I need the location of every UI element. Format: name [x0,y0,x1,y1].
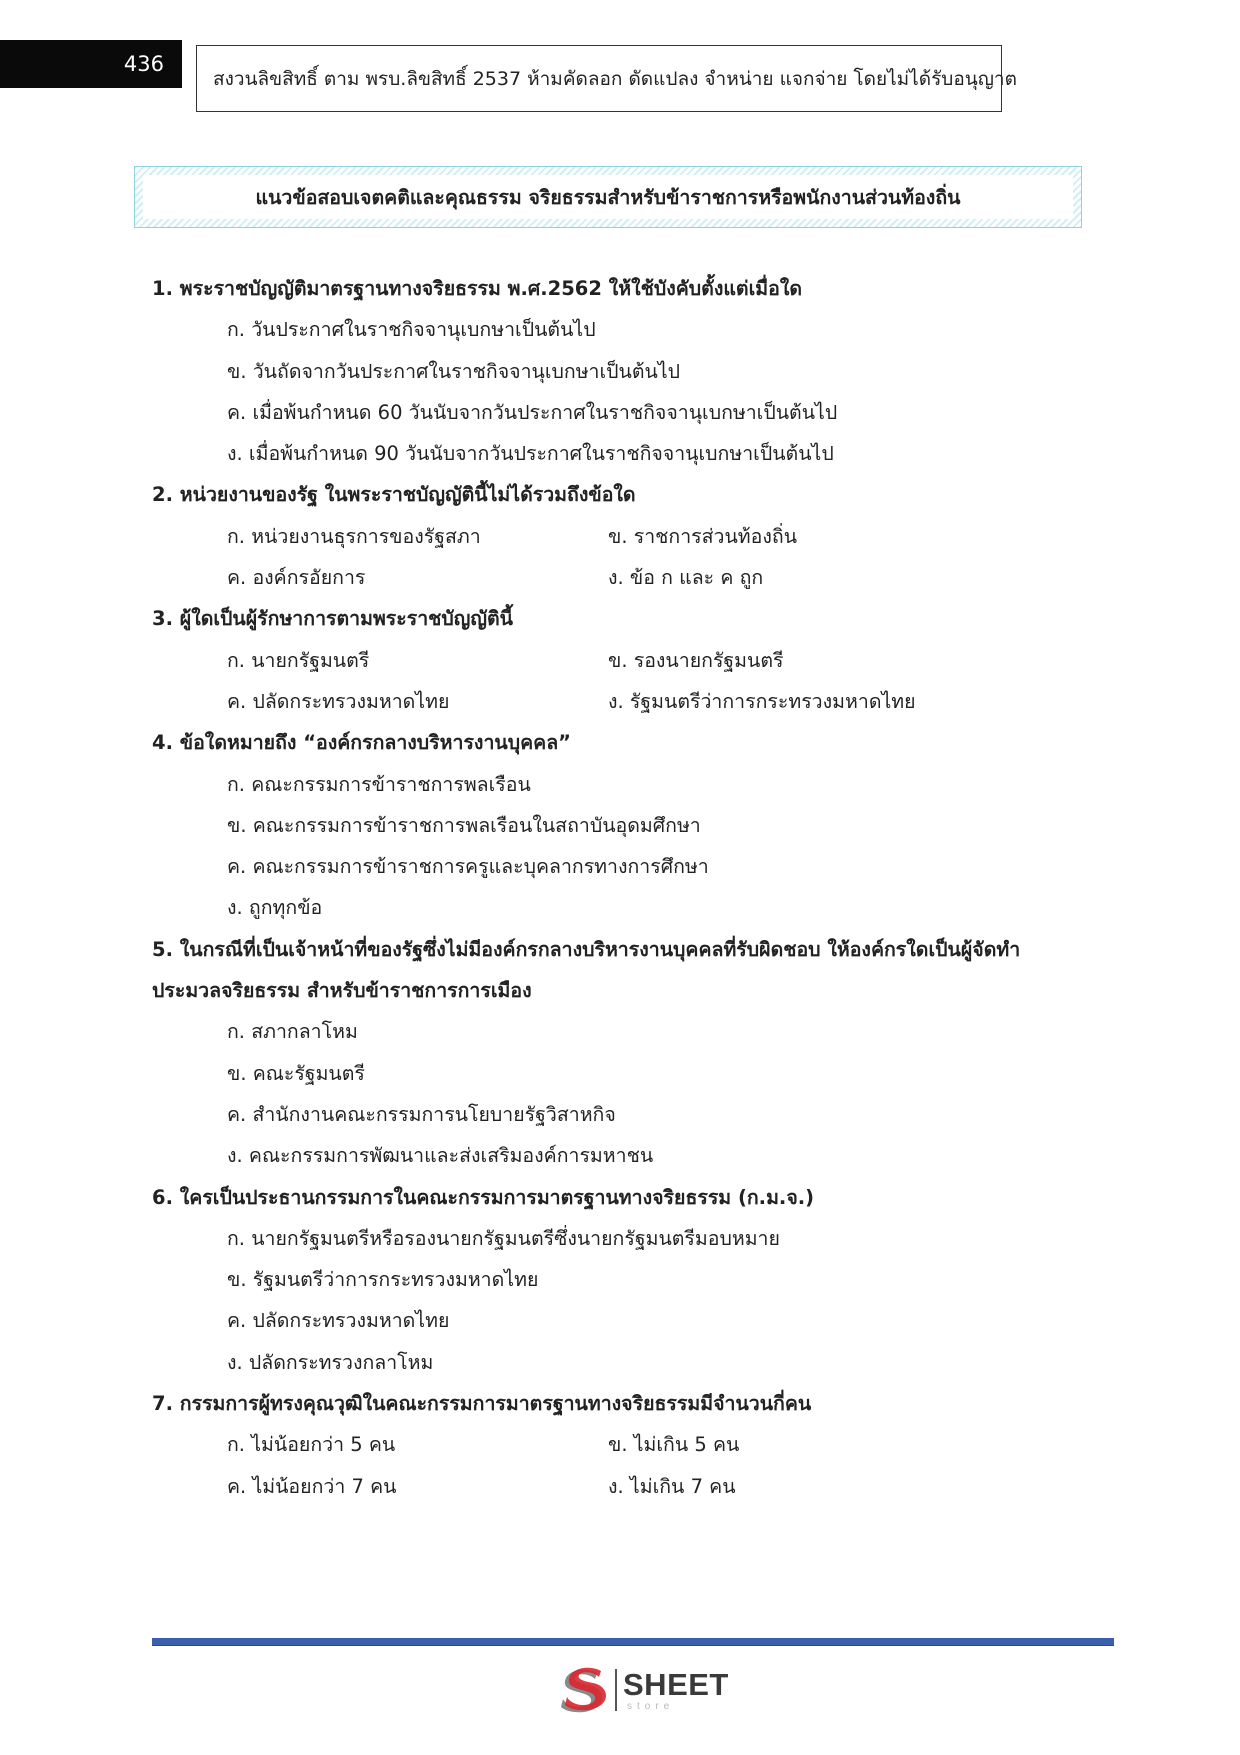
q5-option-c: ค. สำนักงานคณะกรรมการนโยบายรัฐวิสาหกิจ [227,1102,616,1126]
q3-option-c: ค. ปลัดกระทรวงมหาดไทย [227,689,450,713]
page-number: 436 [0,40,182,88]
q6-option-c: ค. ปลัดกระทรวงมหาดไทย [227,1309,450,1333]
sheet-store-logo [557,1665,727,1715]
q7-option-b: ข. ไม่เกิน 5 คน [608,1433,740,1457]
sheet-store-s-icon [557,1665,611,1715]
question-4: 4. ข้อใดหมายถึง “องค์กรกลางบริหารงานบุคคล” [152,731,571,755]
q2-option-a: ก. หน่วยงานธุรการของรัฐสภา [227,524,481,548]
question-5-line-1: 5. ในกรณีที่เป็นเจ้าหน้าที่ของรัฐซึ่งไม่มีองค์กรกลางบริหารงานบุคคลที่รับผิดชอบ ให้องค์กรใดเป็นผู้จัดทำ [152,937,1021,961]
q7-option-d: ง. ไม่เกิน 7 คน [608,1474,736,1498]
question-1: 1. พระราชบัญญัติมาตรฐานทางจริยธรรม พ.ศ.2562 ให้ใช้บังคับตั้งแต่เมื่อใด [152,277,803,300]
q3-option-b: ข. รองนายกรัฐมนตรี [608,648,784,672]
q4-option-c: ค. คณะกรรมการข้าราชการครูและบุคลากรทางการศึกษา [227,855,709,879]
logo-subtext: store [627,1701,675,1712]
question-7: 7. กรรมการผู้ทรงคุณวุฒิในคณะกรรมการมาตรฐานทางจริยธรรมมีจำนวนกี่คน [152,1392,812,1416]
question-6: 6. ใครเป็นประธานกรรมการในคณะกรรมการมาตรฐานทางจริยธรรม (ก.ม.จ.) [152,1185,815,1209]
q1-option-d: ง. เมื่อพ้นกำหนด 90 วันนับจากวันประกาศในราชกิจจานุเบกษาเป็นต้นไป [227,442,834,466]
q5-option-b: ข. คณะรัฐมนตรี [227,1061,365,1085]
q1-option-c: ค. เมื่อพ้นกำหนด 60 วันนับจากวันประกาศในราชกิจจานุเบกษาเป็นต้นไป [227,400,838,424]
q2-option-c: ค. องค์กรอัยการ [227,566,366,590]
q4-option-a: ก. คณะกรรมการข้าราชการพลเรือน [227,772,531,796]
q5-option-a: ก. สภากลาโหม [227,1020,358,1044]
logo-separator [615,1669,617,1711]
q7-option-a: ก. ไม่น้อยกว่า 5 คน [227,1433,396,1457]
q3-option-a: ก. นายกรัฐมนตรี [227,648,370,672]
question-3: 3. ผู้ใดเป็นผู้รักษาการตามพระราชบัญญัตินี้ [152,607,514,631]
q4-option-b: ข. คณะกรรมการข้าราชการพลเรือนในสถาบันอุดมศึกษา [227,813,701,837]
q6-option-a: ก. นายกรัฐมนตรีหรือรองนายกรัฐมนตรีซึ่งนายกรัฐมนตรีมอบหมาย [227,1226,780,1250]
q3-option-d: ง. รัฐมนตรีว่าการกระทรวงมหาดไทย [608,689,916,713]
q6-option-b: ข. รัฐมนตรีว่าการกระทรวงมหาดไทย [227,1268,539,1292]
section-banner [134,166,1082,228]
q2-option-d: ง. ข้อ ก และ ค ถูก [608,566,764,590]
q1-option-b: ข. วันถัดจากวันประกาศในราชกิจจานุเบกษาเป็นต้นไป [227,359,681,383]
q7-option-c: ค. ไม่น้อยกว่า 7 คน [227,1474,397,1498]
copyright-notice: สงวนลิขสิทธิ์ ตาม พรบ.ลิขสิทธิ์ 2537 ห้ามคัดลอก ดัดแปลง จำหน่าย แจกจ่าย โดยไม่ได้รับอนุญาต [196,45,1002,112]
question-5-line-2: ประมวลจริยธรรม สำหรับข้าราชการการเมือง [152,979,532,1003]
q5-option-d: ง. คณะกรรมการพัฒนาและส่งเสริมองค์การมหาชน [227,1144,654,1168]
question-list [152,268,1072,1507]
q6-option-d: ง. ปลัดกระทรวงกลาโหม [227,1350,434,1374]
q2-option-b: ข. ราชการส่วนท้องถิ่น [608,524,798,548]
q4-option-d: ง. ถูกทุกข้อ [227,896,323,920]
footer-divider [152,1638,1114,1646]
question-2: 2. หน่วยงานของรัฐ ในพระราชบัญญัตินี้ไม่ได้รวมถึงข้อใด [152,483,636,507]
section-title: แนวข้อสอบเจตคติและคุณธรรม จริยธรรมสำหรับข้าราชการหรือพนักงานส่วนท้องถิ่น [143,175,1073,219]
logo-text: SHEET [623,1667,729,1702]
q1-option-a: ก. วันประกาศในราชกิจจานุเบกษาเป็นต้นไป [227,318,596,342]
